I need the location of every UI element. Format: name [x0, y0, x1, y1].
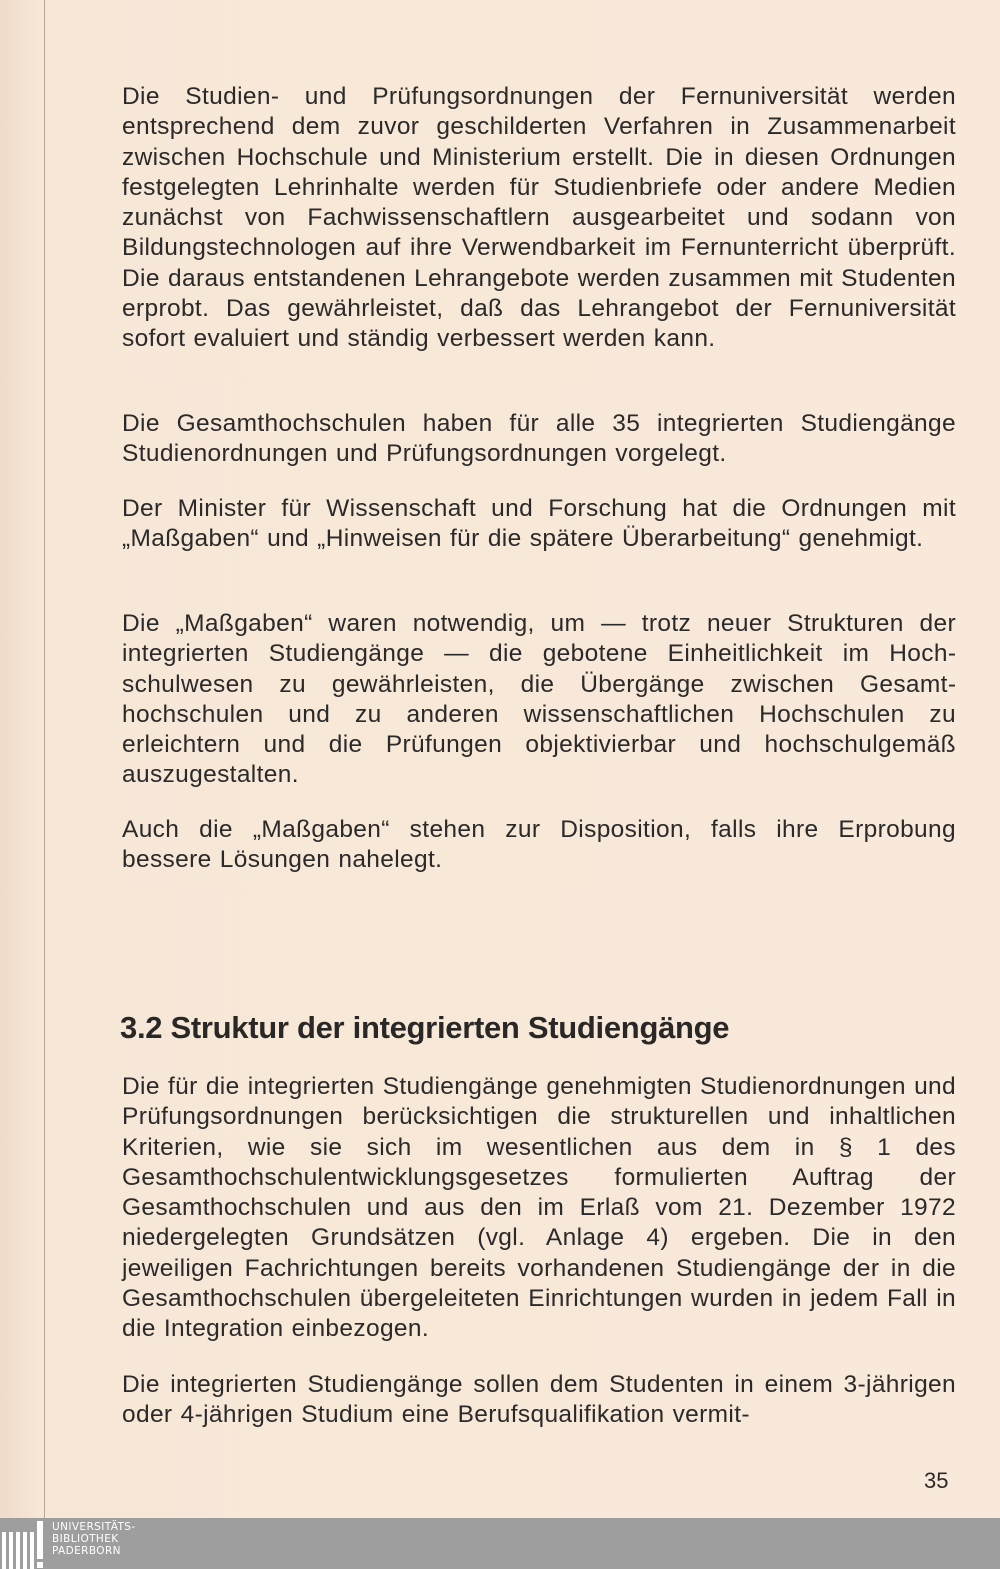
logo-line-2: BIBLIOTHEK [52, 1533, 119, 1545]
library-footer-bar [0, 1518, 1000, 1569]
paragraph-4: Die „Maßgaben“ waren notwendig, um — trotz neuer Strukturen der integrierten Studiengänge — die gebotene Einheitlichkeit im Hochschulwesen zu gewährleisten, die Übergänge zwischen Gesamthochschulen und zu anderen wissenschaftlichen Hochschulen zu erleichtern und die Prüfungen objektivierbar und hochschulgemäß auszugestalten. [122, 610, 956, 789]
section-heading: 3.2 Struktur der integrierten Studiengänge [120, 1010, 730, 1045]
paragraph-6: Die für die integrierten Studiengänge genehmigten Studienordnungen und Prüfungsordnungen berücksichtigen die strukturellen und inhaltlichen Kriterien, wie sie sich im wesentlichen aus dem in § 1 des Gesamthochschulentwicklungsgesetzes formulierten Auftrag der Gesamthochschulen und aus den im Erlaß vom 21. Dezember 1972 niedergelegten Grundsätzen (vgl. Anlage 4) ergeben. Die in den jeweiligen Fachrichtungen bereits vorhandenen Studiengänge der in die Gesamthochschulen übergeleiteten Einrichtungen wurden in jedem Fall in die Integration einbezogen. [122, 1073, 956, 1343]
paragraph-7: Die integrierten Studiengänge sollen dem Studenten in einem 3-jährigen oder 4-jährigen Studium eine Berufsqualifikation vermit- [122, 1371, 956, 1429]
paragraph-1: Die Studien- und Prüfungsordnungen der Fernuniversität werden entsprechend dem zuvor geschilderten Verfahren in Zusammenarbeit zwischen Hochschule und Ministerium erstellt. Die in diesen Ordnungen festgelegten Lehrinhalte werden für Studienbriefe oder andere Medien zunächst von Fachwissenschaftlern ausgearbeitet und sodann von Bildungstechnologen auf ihre Verwendbarkeit im Fernunterricht überprüft. Die daraus entstandenen Lehrangebote werden zusammen mit Studenten erprobt. Das gewährleistet, daß das Lehrangebot der Fernuniversität sofort evaluiert und ständig verbessert werden kann. [122, 83, 956, 353]
binding-edge [44, 0, 45, 1518]
logo-line-1: UNIVERSITÄTS- [52, 1521, 136, 1533]
paragraph-3: Der Minister für Wissenschaft und Forschung hat die Ordnungen mit „Maßgaben“ und „Hinweisen für die spätere Überarbeitung“ genehmigt. [122, 495, 956, 553]
paragraph-5: Auch die „Maßgaben“ stehen zur Disposition, falls ihre Erprobung bessere Lösungen nahelegt. [122, 816, 956, 874]
library-logo-text [52, 1521, 136, 1557]
paragraph-2: Die Gesamthochschulen haben für alle 35 integrierten Studiengänge Studienordnungen und Prüfungsordnungen vorgelegt. [122, 410, 956, 468]
page-number: 35 [924, 1468, 949, 1493]
library-logo-icon [0, 1518, 48, 1569]
logo-line-3: PADERBORN [52, 1545, 121, 1557]
